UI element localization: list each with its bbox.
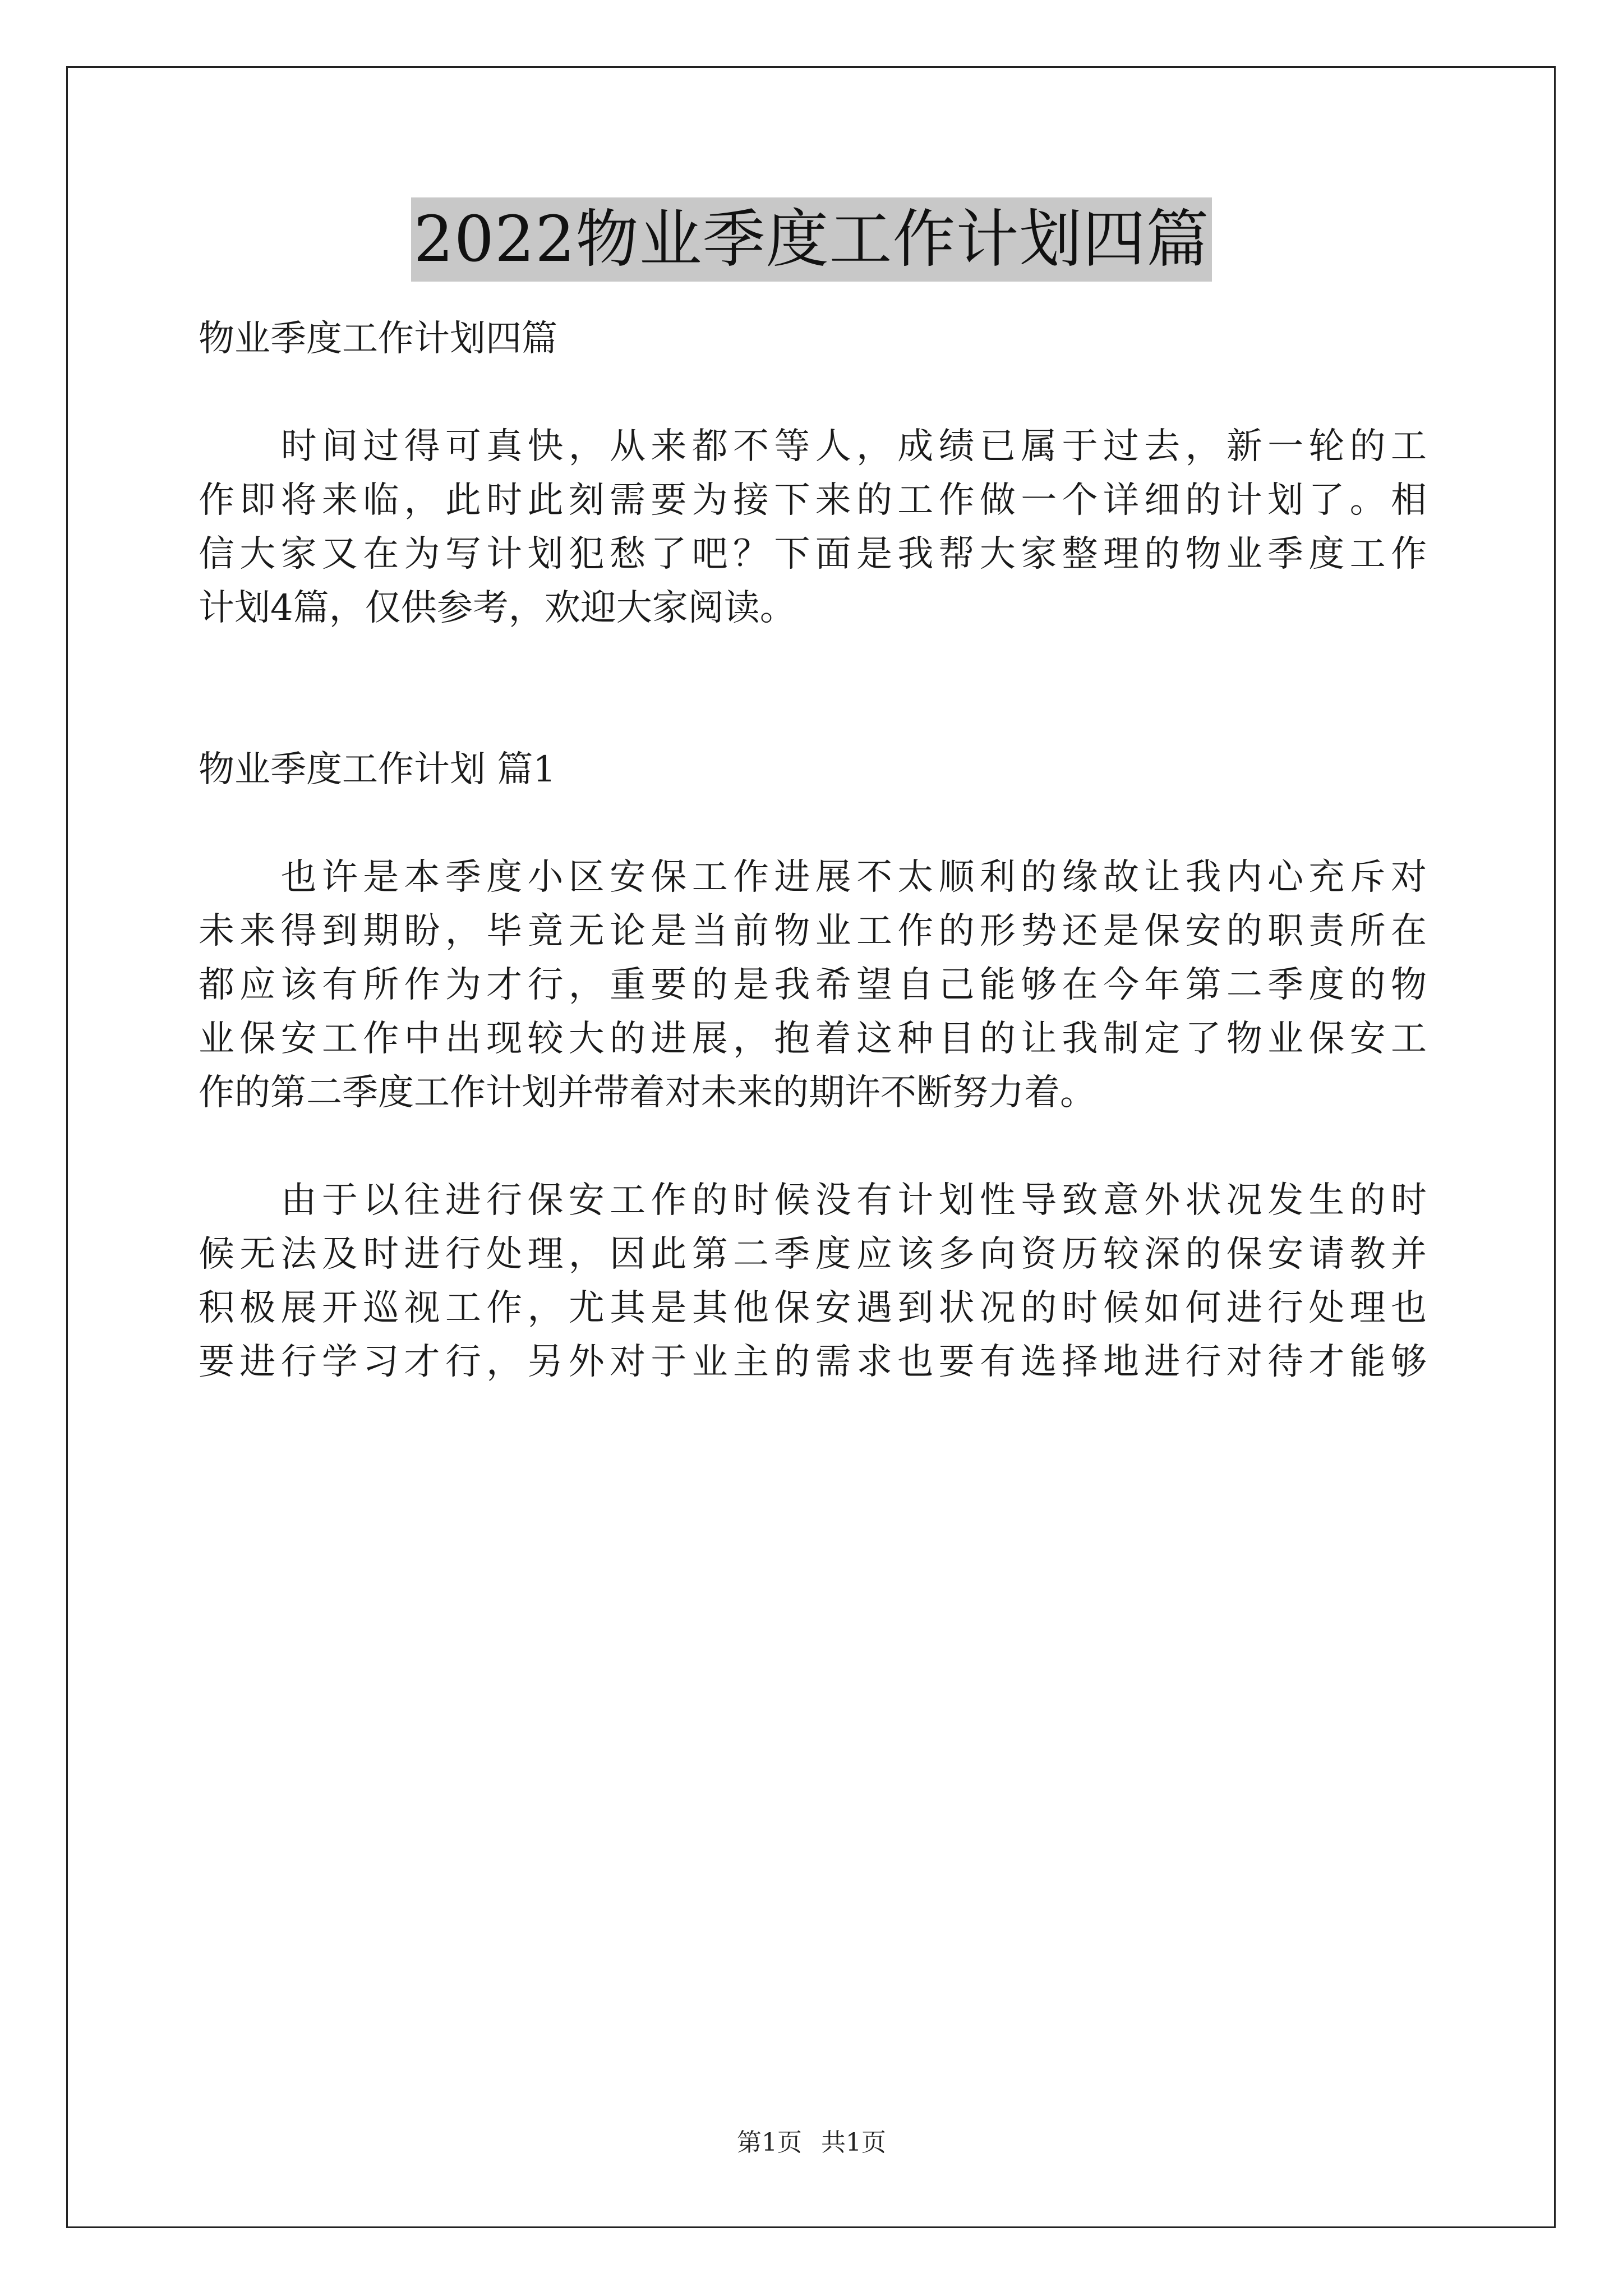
paragraph-line: 未来得到期盼，毕竟无论是当前物业工作的形势还是保安的职责所在 xyxy=(199,910,1427,952)
paragraph-line: 作的第二季度工作计划并带着对未来的期许不断努力着。 xyxy=(199,1072,1096,1114)
section1-paragraph-1 xyxy=(199,850,1427,1120)
document-body xyxy=(199,312,1427,1389)
title-container xyxy=(0,197,1623,282)
document-title: 2022物业季度工作计划四篇 xyxy=(411,197,1211,282)
section-heading: 物业季度工作计划 篇1 xyxy=(199,749,556,790)
paragraph-line: 作即将来临，此时此刻需要为接下来的工作做一个详细的计划了。相 xyxy=(199,480,1427,521)
section-spacer xyxy=(199,689,1427,743)
paragraph-line: 都应该有所作为才行，重要的是我希望自己能够在今年第二季度的物 xyxy=(199,964,1427,1006)
paragraph-line: 要进行学习才行，另外对于业主的需求也要有选择地进行对待才能够 xyxy=(199,1341,1427,1383)
document-subtitle: 物业季度工作计划四篇 xyxy=(199,318,557,360)
page-footer xyxy=(0,2126,1623,2160)
section1-paragraph-2 xyxy=(199,1174,1427,1389)
page-number: 第1页 xyxy=(737,2128,802,2157)
paragraph-line: 候无法及时进行处理，因此第二季度应该多向资历较深的保安请教并 xyxy=(199,1234,1427,1275)
section-spacer xyxy=(199,635,1427,689)
page-total: 共1页 xyxy=(821,2128,886,2157)
intro-paragraph xyxy=(199,420,1427,635)
paragraph-line: 信大家又在为写计划犯愁了吧？下面是我帮大家整理的物业季度工作 xyxy=(199,533,1427,575)
paragraph-line: 计划4篇，仅供参考，欢迎大家阅读。 xyxy=(199,587,796,629)
paragraph-line: 由于以往进行保安工作的时候没有计划性导致意外状况发生的时 xyxy=(199,1180,1427,1221)
paragraph-line: 时间过得可真快，从来都不等人，成绩已属于过去，新一轮的工 xyxy=(199,426,1427,467)
paragraph-line: 业保安工作中出现较大的进展，抱着这种目的让我制定了物业保安工 xyxy=(199,1018,1427,1060)
paragraph-line: 积极展开巡视工作，尤其是其他保安遇到状况的时候如何进行处理也 xyxy=(199,1287,1427,1329)
paragraph-spacer xyxy=(199,1120,1427,1174)
paragraph-line: 也许是本季度小区安保工作进展不太顺利的缘故让我内心充斥对 xyxy=(199,857,1427,898)
